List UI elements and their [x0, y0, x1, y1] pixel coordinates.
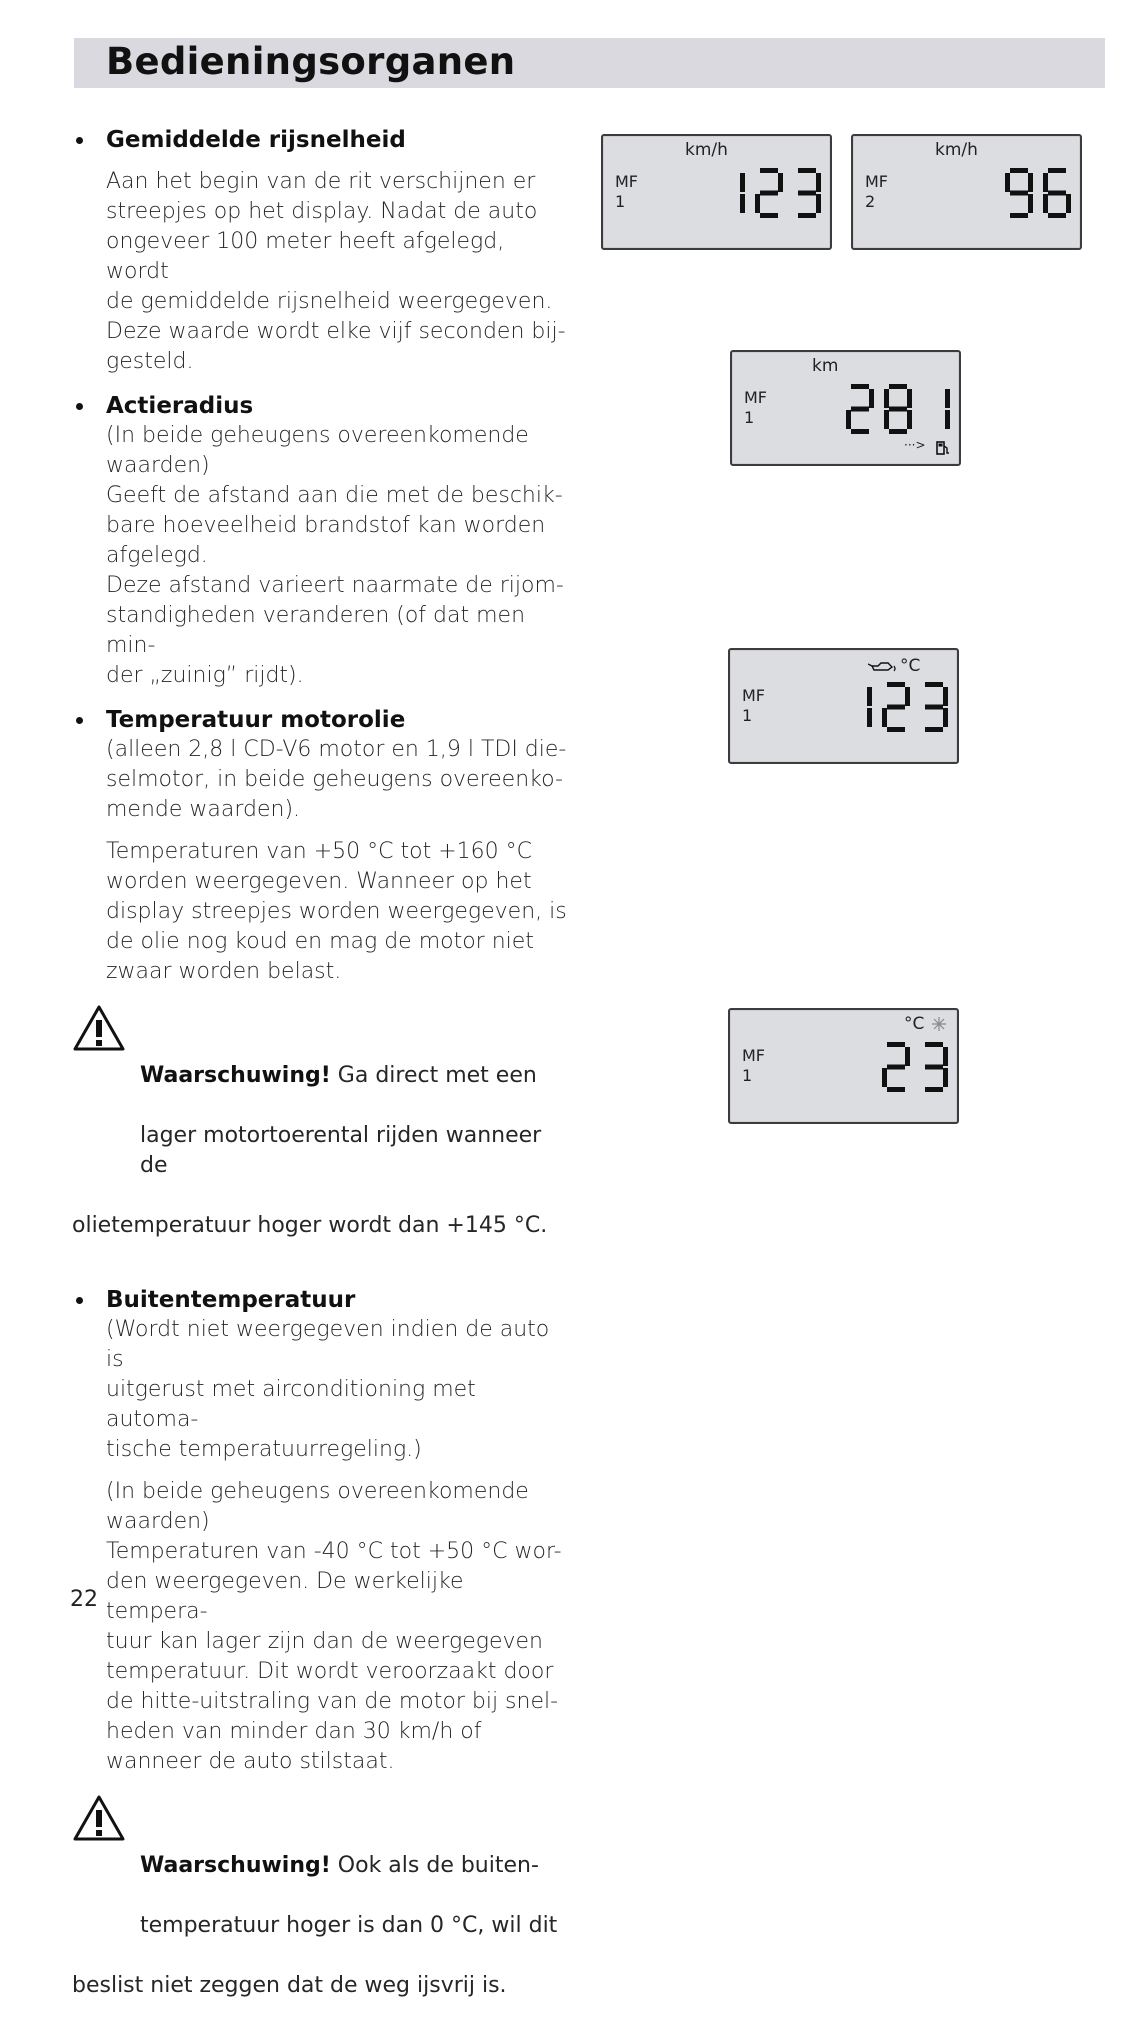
lcd-segment: [1048, 213, 1066, 218]
text-oil-temp-range: Temperaturen van +50 °C tot +160 °C worden weergegeven. Wanneer op het display streepjes worden weergegeven, is de olie nog koud en mag de motor niet zwaar worden belast.: [106, 839, 567, 984]
warning-ice-line2: temperatuur hoger is dan 0 °C, wil dit: [140, 1913, 558, 1938]
display-mf-label: MF: [615, 172, 639, 191]
section-outside-temp: [72, 1285, 572, 1777]
warning-ice: [72, 1791, 572, 2031]
display-mf-label: MF: [742, 1046, 766, 1065]
warning-oil-label: Waarschuwing!: [140, 1063, 331, 1088]
lcd-digit: [755, 168, 783, 218]
display-speed-mf1: [601, 134, 832, 250]
lcd-segment: [925, 727, 943, 732]
lcd-segment: [851, 384, 869, 389]
page-header: [74, 38, 1105, 88]
lcd-digit: [884, 384, 912, 434]
lcd-digit: [925, 1042, 948, 1092]
lcd-segment: [943, 1047, 948, 1066]
display-speed-mf2: [851, 134, 1082, 250]
lcd-segment: [943, 687, 948, 706]
lcd-digit: [1005, 168, 1033, 218]
section-oil-temp: [72, 705, 572, 987]
lcd-segment: [851, 429, 869, 434]
display-memory-number: 1: [742, 706, 753, 725]
display-mf-label: MF: [744, 388, 768, 407]
warning-oil: [72, 1001, 572, 1271]
lcd-segment: [887, 1042, 905, 1047]
lcd-segment: [1043, 173, 1048, 192]
text-range: (In beide geheugens overeenkomende waarden) Geeft de afstand aan die met de beschik- bare hoeveelheid brandstof kan worden afgelegd. Deze afstand varieert naarmate de rijom- standigheden veranderen (of dat men min- der „zuinig” rijdt).: [106, 423, 564, 688]
warning-ice-line1: Ook als de buiten-: [330, 1853, 539, 1878]
lcd-segment: [1066, 194, 1071, 213]
page-number: 22: [70, 1587, 98, 1612]
display-value: [832, 384, 950, 434]
warning-ice-label: Waarschuwing!: [140, 1853, 331, 1878]
lcd-segment: [816, 173, 821, 192]
display-unit: km/h: [685, 140, 728, 160]
lcd-digit: [882, 682, 910, 732]
lcd-segment: [889, 384, 907, 389]
lcd-segment: [760, 191, 778, 196]
lcd-segment: [887, 682, 905, 687]
display-mf-label: MF: [742, 686, 766, 705]
lcd-segment: [887, 705, 905, 710]
heading-avg-speed: Gemiddelde rijsnelheid: [72, 125, 572, 155]
display-memory-number: 1: [615, 192, 626, 211]
display-outside-temp: [728, 1008, 959, 1124]
lcd-segment: [884, 410, 889, 429]
display-unit: km: [812, 356, 839, 376]
display-range: [730, 350, 961, 466]
lcd-segment: [798, 213, 816, 218]
lcd-segment: [869, 389, 874, 408]
lcd-segment: [851, 407, 869, 412]
lcd-segment: [1048, 191, 1066, 196]
display-memory-number: 1: [744, 408, 755, 427]
lcd-segment: [740, 173, 745, 192]
lcd-digit: [1043, 168, 1071, 218]
lcd-segment: [907, 389, 912, 408]
lcd-segment: [907, 410, 912, 429]
warning-oil-line2: lager motortoerental rijden wanneer de: [140, 1123, 542, 1178]
display-mf-label: MF: [865, 172, 889, 191]
lcd-segment: [846, 410, 851, 429]
lcd-digit: [945, 389, 950, 429]
text-oil-temp: (alleen 2,8 l CD-V6 motor en 1,9 l TDI die- selmotor, in beide geheugens overeenko- mende waarden).: [106, 737, 567, 822]
range-arrow: ···>: [904, 438, 926, 452]
text-column: [72, 125, 572, 2031]
lcd-segment: [1028, 194, 1033, 213]
lcd-segment: [798, 191, 816, 196]
lcd-segment: [887, 1065, 905, 1070]
lcd-segment: [887, 1087, 905, 1092]
lcd-segment: [760, 213, 778, 218]
lcd-segment: [1043, 194, 1048, 213]
lcd-segment: [925, 1042, 943, 1047]
display-unit: °C: [900, 656, 921, 676]
lcd-segment: [816, 194, 821, 213]
lcd-digit: [867, 687, 872, 727]
warning-oil-line3: olietemperatuur hoger wordt dan +145 °C.: [72, 1213, 548, 1238]
lcd-digit: [846, 384, 874, 434]
page-title: Bedieningsorganen: [106, 40, 516, 83]
display-value: [703, 168, 821, 218]
lcd-segment: [1010, 168, 1028, 173]
lcd-digit: [925, 682, 948, 732]
lcd-segment: [943, 1068, 948, 1087]
display-oil-temp: [728, 648, 959, 764]
display-value: [830, 1042, 948, 1092]
fuel-pump-icon: [936, 440, 950, 456]
lcd-segment: [755, 194, 760, 213]
display-memory-number: 2: [865, 192, 876, 211]
lcd-segment: [1005, 173, 1010, 192]
snowflake-icon: [932, 1017, 946, 1031]
lcd-segment: [1010, 213, 1028, 218]
display-value: [830, 682, 948, 732]
warning-ice-line3: beslist niet zeggen dat de weg ijsvrij is.: [72, 1973, 507, 1998]
lcd-segment: [1028, 173, 1033, 192]
lcd-segment: [925, 1065, 943, 1070]
oil-can-icon: [868, 658, 898, 674]
lcd-segment: [1010, 191, 1028, 196]
lcd-segment: [905, 1047, 910, 1066]
lcd-segment: [887, 727, 905, 732]
warning-triangle-icon: [72, 1003, 126, 1053]
lcd-segment: [889, 429, 907, 434]
lcd-segment: [905, 687, 910, 706]
lcd-segment: [945, 410, 950, 429]
lcd-segment: [925, 1087, 943, 1092]
warning-oil-line1: Ga direct met een: [330, 1063, 537, 1088]
lcd-segment: [925, 682, 943, 687]
heading-outside-temp: Buitentemperatuur: [72, 1285, 572, 1315]
lcd-segment: [778, 173, 783, 192]
lcd-segment: [882, 708, 887, 727]
lcd-digit: [798, 168, 821, 218]
section-avg-speed: [72, 125, 572, 377]
text-avg-speed: Aan het begin van de rit verschijnen er streepjes op het display. Nadat de auto ongeveer 100 meter heeft afgelegd, wordt de gemiddelde rijsnelheid weergegeven. Deze waarde wordt elke vijf seconden bij- gesteld.: [106, 169, 566, 374]
section-range: [72, 391, 572, 691]
lcd-segment: [889, 407, 907, 412]
text-outside-temp-range: (In beide geheugens overeenkomende waarden) Temperaturen van -40 °C tot +50 °C wor- den weergegeven. De werkelijke tempera- tuur kan lager zijn dan de weergegeven temperatuur. Dit wordt veroorzaakt door de hitte-uitstraling van de motor bij snel- heden van minder dan 30 km/h of wanneer de auto stilstaat.: [106, 1479, 562, 1774]
lcd-segment: [760, 168, 778, 173]
display-value: [953, 168, 1071, 218]
heading-range: Actieradius: [72, 391, 572, 421]
lcd-segment: [884, 389, 889, 408]
lcd-digit: [740, 173, 745, 213]
display-memory-number: 1: [742, 1066, 753, 1085]
lcd-digit: [882, 1042, 910, 1092]
warning-triangle-icon: [72, 1793, 126, 1843]
lcd-segment: [945, 389, 950, 408]
lcd-segment: [1048, 168, 1066, 173]
lcd-segment: [943, 708, 948, 727]
lcd-segment: [867, 708, 872, 727]
lcd-segment: [798, 168, 816, 173]
lcd-segment: [925, 705, 943, 710]
display-unit: °C: [904, 1014, 925, 1034]
lcd-segment: [867, 687, 872, 706]
lcd-segment: [882, 1068, 887, 1087]
heading-oil-temp: Temperatuur motorolie: [72, 705, 572, 735]
lcd-segment: [740, 194, 745, 213]
display-unit: km/h: [935, 140, 978, 160]
text-outside-temp: (Wordt niet weergegeven indien de auto is uitgerust met airconditioning met automa- tische temperatuurregeling.): [106, 1317, 550, 1462]
